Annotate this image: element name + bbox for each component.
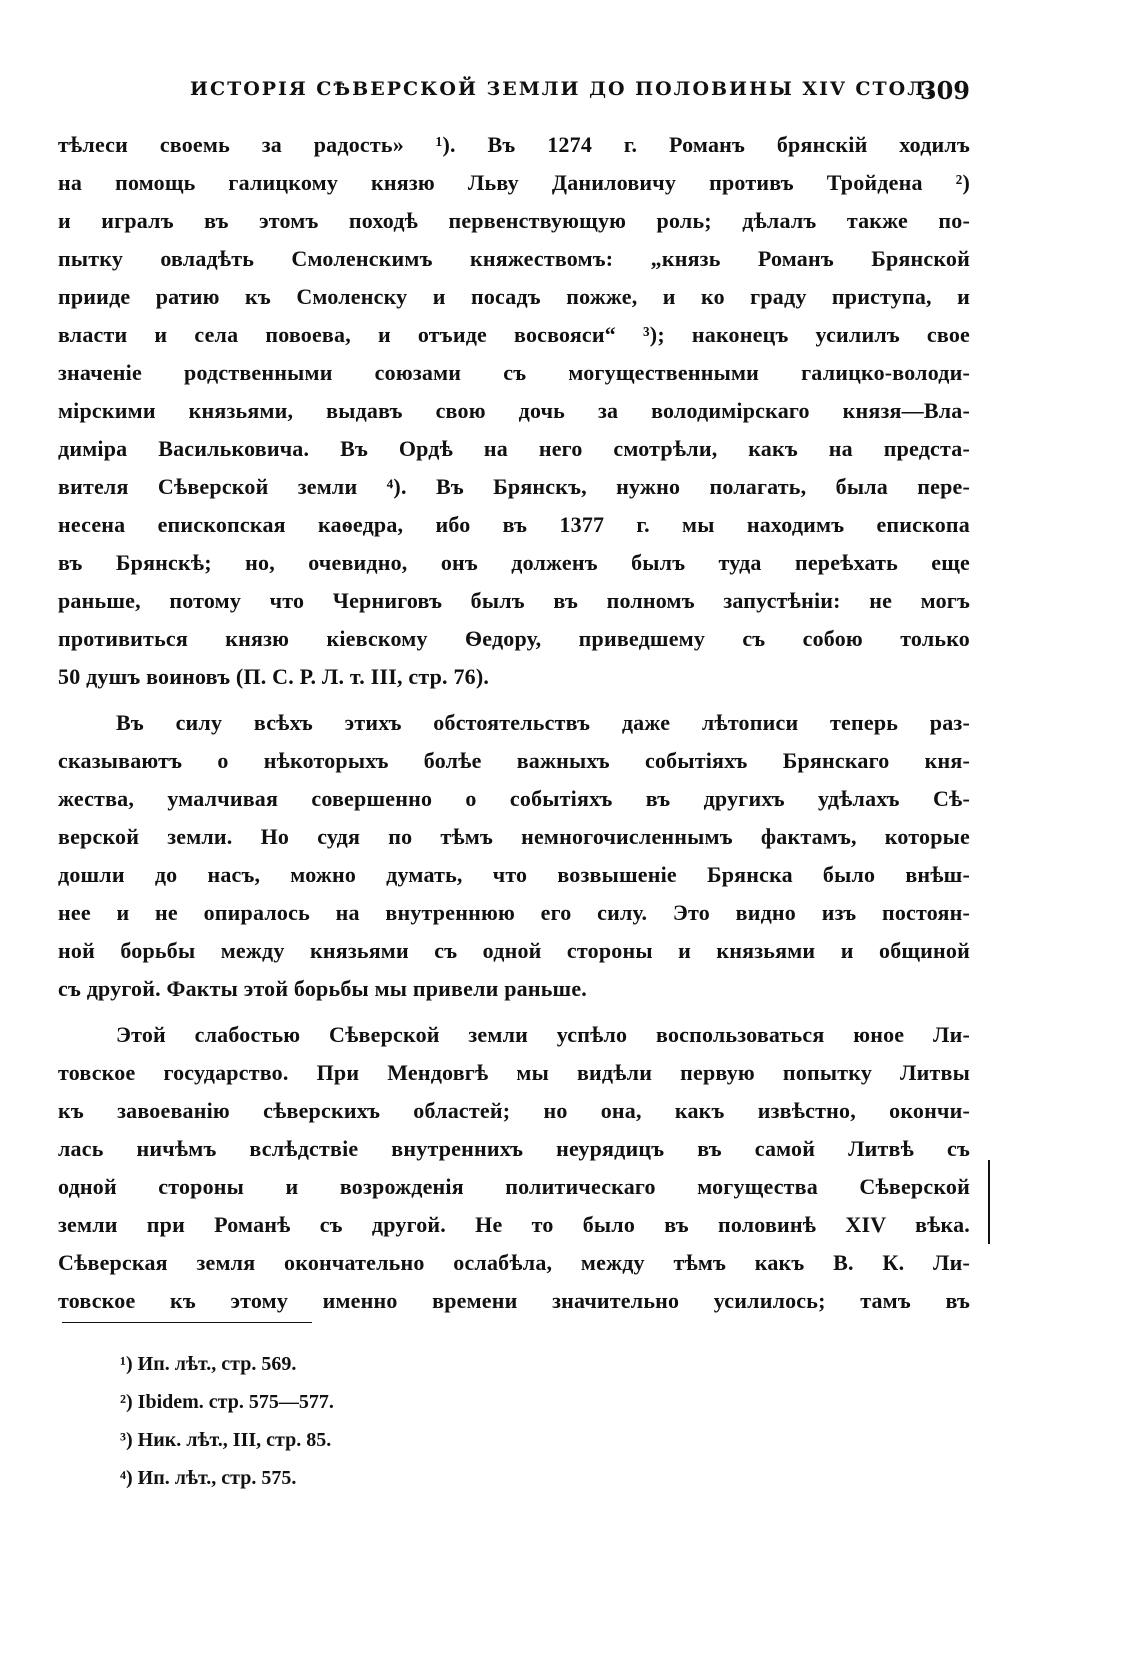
footnotes [120,1345,720,1497]
text-line: товское государство. При Мендовгѣ мы видѣли первую попытку Литвы [58,1060,970,1085]
text-line: Этой слабостью Сѣверской земли успѣло воспользоваться юное Ли- [116,1022,970,1047]
footnote [120,1345,720,1383]
text-line: Въ силу всѣхъ этихъ обстоятельствъ даже лѣтописи теперь раз- [116,710,970,735]
text-line: ной борьбы между князьями съ одной стороны и князьями и общиной [58,938,970,963]
page-number: 309 [919,76,970,105]
running-header [190,78,970,110]
text-line: Сѣверская земля окончательно ослабѣла, между тѣмъ какъ В. К. Ли- [58,1250,970,1275]
text-line: диміра Васильковича. Въ Ордѣ на него смотрѣли, какъ на предста- [58,436,970,461]
footnote [120,1383,720,1421]
text-line: товское къ этому именно времени значительно усилилось; тамъ въ [58,1288,970,1313]
text-line: вителя Сѣверской земли ⁴). Въ Брянскъ, нужно полагать, была пере- [58,474,970,499]
text-line: лась ничѣмъ вслѣдствіе внутреннихъ неурядицъ въ самой Литвѣ съ [58,1136,970,1161]
footnote [120,1421,720,1459]
paragraph [58,704,970,1008]
footnote-separator [62,1322,312,1323]
footnote-text: Ник. лѣт., III, стр. 85. [137,1429,332,1451]
running-title: ИСТОРІЯ СѢВЕРСКОЙ ЗЕМЛИ ДО ПОЛОВИНЫ XIV СТОЛ. [190,78,935,100]
paragraph-gap [58,1008,970,1016]
margin-rule [988,1160,990,1244]
text-line: несена епископская каѳедра, ибо въ 1377 г. мы находимъ епископа [58,512,970,537]
footnote-text: Ип. лѣт., стр. 569. [137,1353,297,1375]
text-line: жества, умалчивая совершенно о событіяхъ въ другихъ удѣлахъ Сѣ- [58,786,970,811]
text-line: сказываютъ о нѣкоторыхъ болѣе важныхъ событіяхъ Брянскаго кня- [58,748,970,773]
text-line: раньше, потому что Черниговъ былъ въ полномъ запустѣніи: не могъ [58,588,970,613]
text-line: съ другой. Факты этой борьбы мы привели раньше. [58,976,587,1001]
body-text [58,126,970,1320]
text-line: тѣлеси своемь за радость» ¹). Въ 1274 г. Романъ брянскій ходилъ [58,132,970,157]
footnote-mark: ¹) [120,1353,133,1375]
paragraph [58,1016,970,1320]
text-line: противиться князю кіевскому Ѳедору, приведшему съ собою только [58,626,970,651]
text-line: на помощь галицкому князю Льву Даниловичу противъ Тройдена ²) [58,170,970,195]
text-line: дошли до насъ, можно думать, что возвышеніе Брянска было внѣш- [58,862,970,887]
text-line: верской земли. Но судя по тѣмъ немногочисленнымъ фактамъ, которые [58,824,970,849]
footnote-mark: ²) [120,1391,133,1413]
footnote [120,1459,720,1497]
footnote-text: Ип. лѣт., стр. 575. [137,1467,297,1489]
text-line: земли при Романѣ съ другой. Не то было въ половинѣ XIV вѣка. [58,1212,970,1237]
footnote-mark: ⁴) [120,1467,133,1489]
footnote-text: Ibidem. стр. 575—577. [137,1391,334,1413]
text-line: власти и села повоева, и отъиде восвояси“ ³); наконецъ усилилъ свое [58,322,970,347]
footnote-mark: ³) [120,1429,133,1451]
text-line: прииде ратию къ Смоленску и посадъ пожже, и ко граду приступа, и [58,284,970,309]
paragraph [58,126,970,696]
text-line: пытку овладѣть Смоленскимъ княжествомъ: „князь Романъ Брянской [58,246,970,271]
text-line: въ Брянскѣ; но, очевидно, онъ долженъ былъ туда переѣхать еще [58,550,970,575]
text-line: 50 душъ воиновъ (П. С. Р. Л. т. III, стр. 76). [58,664,490,689]
text-line: нее и не опиралось на внутреннюю его силу. Это видно изъ постоян- [58,900,970,925]
paragraph-gap [58,696,970,704]
text-line: и игралъ въ этомъ походѣ первенствующую роль; дѣлалъ также по- [58,208,970,233]
text-line: къ завоеванію сѣверскихъ областей; но она, какъ извѣстно, окончи- [58,1098,970,1123]
text-line: мірскими князьями, выдавъ свою дочь за володимірскаго князя—Вла- [58,398,970,423]
text-line: значеніе родственными союзами съ могущественными галицко-володи- [58,360,970,385]
text-line: одной стороны и возрожденія политическаго могущества Сѣверской [58,1174,970,1199]
